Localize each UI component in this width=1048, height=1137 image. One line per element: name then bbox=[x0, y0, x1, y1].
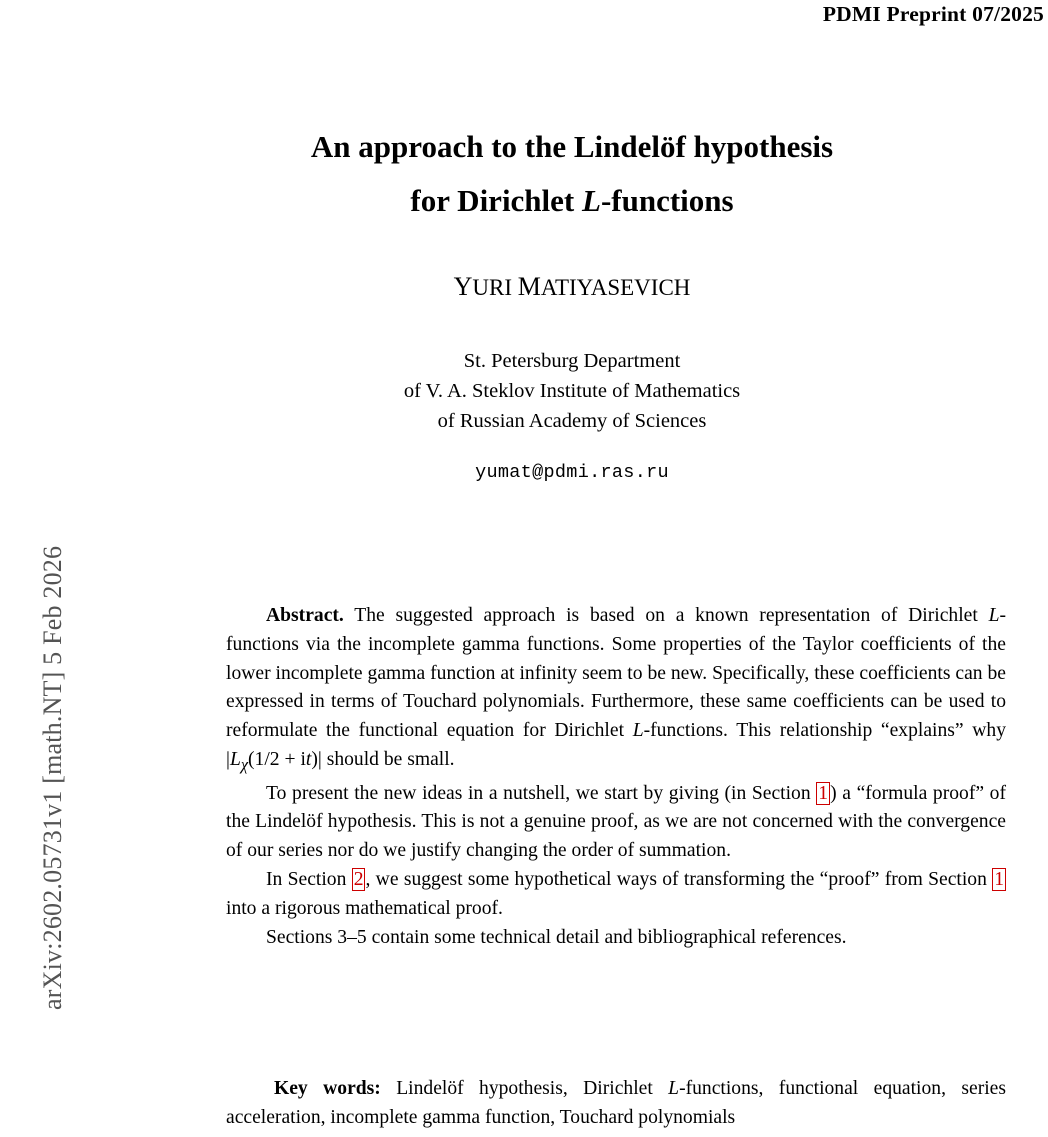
abstract-p2-b: ) a “formula proof” of the Lindelöf hypothesis. This is not a genuine proof, as we are not concerned with the convergence of our series nor do we justify changing the order of summation. bbox=[226, 782, 1007, 862]
section-reference-link-2[interactable]: 2 bbox=[353, 869, 364, 891]
abstract-label: Abstract. bbox=[266, 605, 344, 626]
title-line-1: An approach to the Lindelöf hypothesis bbox=[310, 129, 834, 164]
abstract-p1-c: -functions. This relationship “explains” why | bbox=[226, 720, 1007, 770]
page-body bbox=[96, 0, 1048, 1137]
abstract-paragraph-3 bbox=[226, 866, 1006, 924]
author-name: YURI MATIYASEVICH bbox=[453, 272, 691, 301]
title-line-2 bbox=[96, 174, 1048, 228]
title-line-2-prefix: for Dirichlet bbox=[410, 183, 582, 218]
affiliation-line-3: of Russian Academy of Sciences bbox=[437, 410, 707, 432]
abstract-formula-t: t bbox=[305, 748, 312, 770]
title-line-2-suffix: -functions bbox=[600, 183, 734, 218]
affiliation bbox=[96, 346, 1048, 436]
abstract-p1-L2: L bbox=[632, 720, 644, 742]
affiliation-line-2: of V. A. Steklov Institute of Mathematics bbox=[403, 380, 741, 402]
keywords-text-L: L bbox=[668, 1078, 680, 1099]
abstract-formula-arg: (1/2 + i bbox=[248, 748, 306, 770]
abstract-section bbox=[226, 602, 1006, 952]
abstract-paragraph-1 bbox=[226, 602, 1006, 780]
keywords-text-a: Lindelöf hypothesis, Dirichlet bbox=[380, 1078, 669, 1099]
abstract-formula-end: )| should be small. bbox=[311, 748, 455, 770]
abstract-p3-c: into a rigorous mathematical proof. bbox=[226, 897, 503, 919]
arxiv-stamp-text: arXiv:2602.05731v1 [math.NT] 5 Feb 2026 bbox=[38, 545, 67, 1010]
affiliation-line-1: St. Petersburg Department bbox=[463, 350, 681, 372]
abstract-p2-a: To present the new ideas in a nutshell, we start by giving (in Section bbox=[266, 782, 817, 804]
abstract-formula-subscript: χ bbox=[240, 754, 249, 774]
author-email: yumat@pdmi.ras.ru bbox=[475, 462, 669, 483]
section-reference-link-3[interactable]: 1 bbox=[994, 869, 1004, 891]
abstract-p3-b: , we suggest some hypothetical ways of transforming the “proof” from Section bbox=[365, 869, 993, 891]
arxiv-stamp bbox=[0, 0, 67, 1137]
abstract-paragraph-4: Sections 3–5 contain some technical detail and bibliographical references. bbox=[266, 926, 847, 948]
abstract-p1-a: The suggested approach is based on a known representation of Dirichlet bbox=[343, 605, 989, 626]
abstract-p1-b: -functions via the incomplete gamma functions. Some properties of the Taylor coefficients of the lower incomplete gamma function at infinity seem to be new. Specifically, these coefficients can be expressed in terms of Touchard polynomials. Furthermore, these same coefficients can be used to reformulate the functional equation for Dirichlet bbox=[226, 605, 1006, 742]
keywords-text-b: -functions, functional equation, series acceleration, incomplete gamma function, Touchard polynomials bbox=[226, 1078, 1006, 1128]
page-title bbox=[96, 120, 1048, 228]
keywords-label: Key words: bbox=[274, 1078, 381, 1099]
title-line-2-math: L bbox=[582, 183, 601, 218]
abstract-p1-L: L bbox=[988, 605, 1000, 626]
section-reference-link-1[interactable]: 1 bbox=[818, 782, 829, 804]
abstract-paragraph-2 bbox=[226, 780, 1006, 866]
preprint-header: PDMI Preprint 07/2025 bbox=[822, 2, 1044, 26]
abstract-p3-a: In Section bbox=[266, 869, 352, 891]
keywords-paragraph bbox=[226, 1075, 1006, 1133]
keywords-section bbox=[226, 1075, 1006, 1133]
abstract-formula-L: L bbox=[229, 748, 241, 770]
